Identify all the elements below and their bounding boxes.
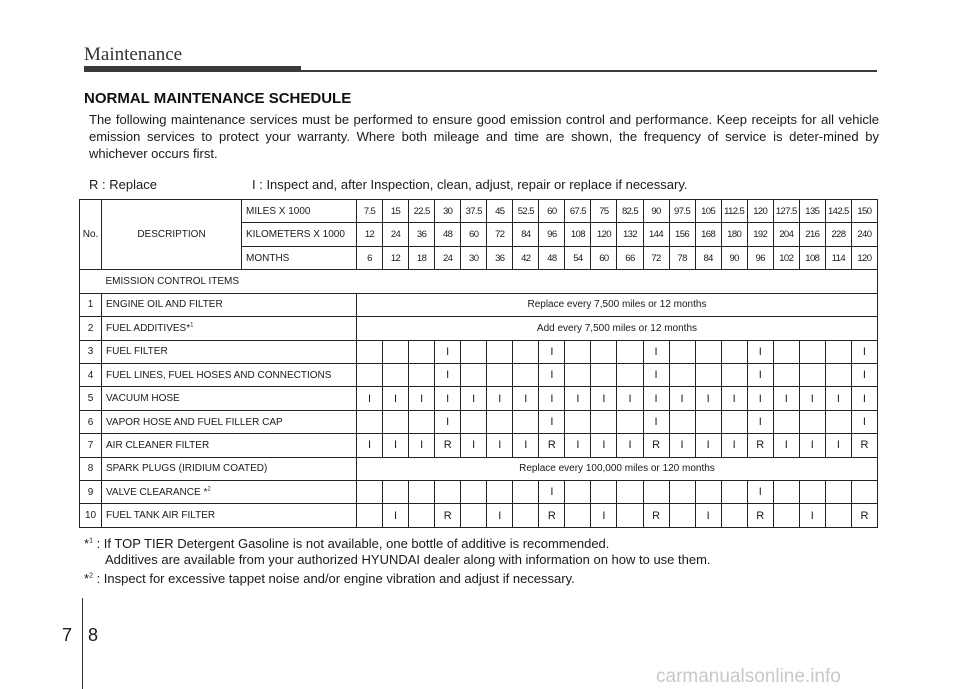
- row-mark: [487, 340, 513, 363]
- schedule-row: [80, 457, 878, 480]
- interval-kilometers-17: 216: [799, 223, 825, 246]
- interval-miles-7: 60: [539, 200, 565, 223]
- row-mark: [825, 504, 851, 528]
- interval-months-19: 120: [851, 246, 877, 269]
- interval-kilometers-14: 180: [721, 223, 747, 246]
- row-mark: [617, 363, 643, 386]
- row-description: [102, 481, 357, 504]
- row-mark: I: [695, 504, 721, 528]
- header-row-miles: [80, 200, 878, 223]
- row-mark: I: [747, 410, 773, 433]
- schedule-row: [80, 481, 878, 504]
- row-mark: I: [825, 387, 851, 410]
- interval-miles-18: 142.5: [825, 200, 851, 223]
- row-description: [102, 457, 357, 480]
- row-mark: I: [695, 387, 721, 410]
- row-mark: I: [851, 363, 877, 386]
- row-mark: I: [799, 387, 825, 410]
- interval-kilometers-10: 132: [617, 223, 643, 246]
- row-mark: I: [539, 363, 565, 386]
- row-mark: I: [799, 434, 825, 457]
- schedule-row: [80, 293, 878, 316]
- row-footnote-ref: 2: [207, 486, 211, 493]
- row-number: 8: [80, 457, 102, 480]
- row-mark: [617, 481, 643, 504]
- footnote-1-line2: Additives are available from your authorized HYUNDAI dealer along with information on how to use them.: [105, 552, 711, 567]
- row-mark: R: [747, 504, 773, 528]
- interval-kilometers-12: 156: [669, 223, 695, 246]
- row-mark: I: [461, 434, 487, 457]
- row-mark: [773, 481, 799, 504]
- row-mark: I: [721, 434, 747, 457]
- intro-paragraph: The following maintenance services must be performed to ensure good emission control and performance. Keep receipts for all vehicle emission services to protect your warranty. Where both mileage and time are shown, the frequency of service is deter-mined by whichever occurs first.: [89, 112, 879, 161]
- row-mark: [721, 363, 747, 386]
- schedule-row: [80, 410, 878, 433]
- row-mark: [851, 481, 877, 504]
- row-description-text: VAPOR HOSE AND FUEL FILLER CAP: [106, 416, 283, 428]
- row-mark: [721, 410, 747, 433]
- row-number: 2: [80, 317, 102, 340]
- interval-kilometers-15: 192: [747, 223, 773, 246]
- row-mark: I: [773, 434, 799, 457]
- row-mark: [461, 504, 487, 528]
- interval-kilometers-7: 96: [539, 223, 565, 246]
- row-mark: [721, 504, 747, 528]
- row-span-note: Add every 7,500 miles or 12 months: [357, 317, 878, 340]
- row-mark: I: [539, 481, 565, 504]
- row-mark: [825, 481, 851, 504]
- row-mark: R: [435, 434, 461, 457]
- row-mark: [799, 340, 825, 363]
- row-description-text: VACUUM HOSE: [106, 393, 180, 405]
- row-mark: [591, 340, 617, 363]
- row-mark: I: [643, 363, 669, 386]
- row-mark: [669, 410, 695, 433]
- footnote-1-marker: *: [84, 536, 90, 551]
- interval-kilometers-6: 84: [513, 223, 539, 246]
- row-mark: I: [591, 387, 617, 410]
- row-mark: I: [643, 410, 669, 433]
- row-mark: [513, 363, 539, 386]
- row-mark: I: [799, 504, 825, 528]
- row-mark: [357, 410, 383, 433]
- row-mark: I: [747, 340, 773, 363]
- schedule-row: [80, 387, 878, 410]
- watermark: carmanualsonline.info: [656, 666, 841, 687]
- interval-kilometers-19: 240: [851, 223, 877, 246]
- row-number: 5: [80, 387, 102, 410]
- interval-miles-17: 135: [799, 200, 825, 223]
- interval-months-10: 66: [617, 246, 643, 269]
- row-mark: [721, 340, 747, 363]
- row-mark: I: [409, 387, 435, 410]
- row-mark: I: [487, 387, 513, 410]
- row-mark: [461, 410, 487, 433]
- row-mark: [435, 481, 461, 504]
- row-mark: [695, 363, 721, 386]
- schedule-row: [80, 317, 878, 340]
- row-description-text: VALVE CLEARANCE *: [106, 486, 208, 498]
- page-number: 8: [88, 625, 99, 645]
- row-footnote-ref: 1: [190, 322, 194, 329]
- row-description-text: ENGINE OIL AND FILTER: [106, 299, 223, 311]
- header-description: DESCRIPTION: [102, 200, 242, 270]
- row-mark: R: [539, 504, 565, 528]
- interval-months-15: 96: [747, 246, 773, 269]
- footnote-1-sup: 1: [89, 537, 93, 545]
- row-mark: R: [435, 504, 461, 528]
- row-mark: I: [357, 387, 383, 410]
- footnote-2-sup: 2: [89, 572, 93, 580]
- row-mark: [799, 363, 825, 386]
- row-mark: [357, 481, 383, 504]
- row-mark: [357, 504, 383, 528]
- row-mark: I: [487, 504, 513, 528]
- page-number-divider: [82, 598, 83, 689]
- interval-miles-6: 52.5: [513, 200, 539, 223]
- row-mark: I: [539, 340, 565, 363]
- row-mark: I: [851, 410, 877, 433]
- interval-months-14: 90: [721, 246, 747, 269]
- interval-miles-13: 105: [695, 200, 721, 223]
- interval-months-1: 12: [383, 246, 409, 269]
- row-mark: [591, 363, 617, 386]
- interval-miles-4: 37.5: [461, 200, 487, 223]
- row-mark: [721, 481, 747, 504]
- interval-months-3: 24: [435, 246, 461, 269]
- interval-months-13: 84: [695, 246, 721, 269]
- row-description-text: FUEL LINES, FUEL HOSES AND CONNECTIONS: [106, 369, 332, 381]
- row-mark: I: [773, 387, 799, 410]
- row-mark: I: [669, 434, 695, 457]
- row-mark: [513, 410, 539, 433]
- schedule-row: [80, 504, 878, 528]
- interval-kilometers-13: 168: [695, 223, 721, 246]
- row-mark: [669, 363, 695, 386]
- header-rule-thick: [84, 66, 301, 72]
- row-mark: [409, 340, 435, 363]
- row-mark: I: [669, 387, 695, 410]
- row-mark: [773, 363, 799, 386]
- row-mark: [357, 363, 383, 386]
- row-mark: [565, 410, 591, 433]
- row-mark: I: [747, 387, 773, 410]
- row-mark: I: [643, 387, 669, 410]
- row-mark: [695, 340, 721, 363]
- row-description: [102, 387, 357, 410]
- interval-label-months: MONTHS: [242, 246, 357, 269]
- row-number: 6: [80, 410, 102, 433]
- row-description: [102, 504, 357, 528]
- group-label: EMISSION CONTROL ITEMS: [102, 270, 878, 293]
- row-mark: [357, 340, 383, 363]
- schedule-row: [80, 363, 878, 386]
- interval-label-kilometers: KILOMETERS X 1000: [242, 223, 357, 246]
- row-description-text: SPARK PLUGS (IRIDIUM COATED): [106, 463, 268, 475]
- interval-months-8: 54: [565, 246, 591, 269]
- row-mark: I: [825, 434, 851, 457]
- schedule-row: [80, 434, 878, 457]
- interval-months-4: 30: [461, 246, 487, 269]
- row-mark: [695, 410, 721, 433]
- row-mark: [825, 410, 851, 433]
- row-description: [102, 317, 357, 340]
- row-mark: [617, 410, 643, 433]
- interval-months-16: 102: [773, 246, 799, 269]
- interval-miles-16: 127.5: [773, 200, 799, 223]
- row-mark: I: [747, 481, 773, 504]
- row-mark: [513, 504, 539, 528]
- interval-miles-15: 120: [747, 200, 773, 223]
- row-mark: I: [539, 387, 565, 410]
- interval-miles-12: 97.5: [669, 200, 695, 223]
- interval-miles-2: 22.5: [409, 200, 435, 223]
- footnote-2: [84, 571, 575, 586]
- row-mark: [461, 340, 487, 363]
- row-description: [102, 434, 357, 457]
- interval-months-11: 72: [643, 246, 669, 269]
- row-mark: I: [851, 340, 877, 363]
- row-mark: [825, 340, 851, 363]
- footnote-2-text: : Inspect for excessive tappet noise and/or engine vibration and adjust if necessary.: [92, 571, 575, 586]
- row-mark: I: [461, 387, 487, 410]
- interval-kilometers-4: 60: [461, 223, 487, 246]
- group-row: [80, 270, 878, 293]
- row-mark: I: [747, 363, 773, 386]
- row-description: [102, 363, 357, 386]
- row-mark: [409, 504, 435, 528]
- row-mark: [565, 504, 591, 528]
- row-description: [102, 293, 357, 316]
- footnote-2-marker: *: [84, 571, 90, 586]
- row-mark: [409, 363, 435, 386]
- row-mark: I: [357, 434, 383, 457]
- footnote-1-line1: : If TOP TIER Detergent Gasoline is not available, one bottle of additive is recommended.: [92, 536, 610, 551]
- row-mark: [617, 504, 643, 528]
- row-mark: R: [643, 434, 669, 457]
- row-mark: I: [435, 410, 461, 433]
- row-description-text: FUEL TANK AIR FILTER: [106, 510, 216, 522]
- interval-kilometers-2: 36: [409, 223, 435, 246]
- row-mark: R: [851, 434, 877, 457]
- row-mark: [487, 410, 513, 433]
- interval-label-miles: MILES X 1000: [242, 200, 357, 223]
- row-number: 4: [80, 363, 102, 386]
- row-mark: [799, 410, 825, 433]
- row-mark: [591, 410, 617, 433]
- row-mark: R: [643, 504, 669, 528]
- row-mark: I: [539, 410, 565, 433]
- header-rule-thin: [301, 70, 877, 72]
- row-number: 9: [80, 481, 102, 504]
- row-mark: I: [383, 387, 409, 410]
- row-description-text: AIR CLEANER FILTER: [106, 439, 210, 451]
- interval-kilometers-9: 120: [591, 223, 617, 246]
- row-mark: [513, 481, 539, 504]
- interval-miles-19: 150: [851, 200, 877, 223]
- interval-months-7: 48: [539, 246, 565, 269]
- schedule-row: [80, 340, 878, 363]
- row-mark: [773, 410, 799, 433]
- interval-miles-10: 82.5: [617, 200, 643, 223]
- row-mark: I: [565, 434, 591, 457]
- row-description-text: FUEL ADDITIVES*: [106, 322, 191, 334]
- row-mark: [383, 363, 409, 386]
- row-mark: I: [435, 363, 461, 386]
- row-mark: I: [383, 434, 409, 457]
- row-mark: [565, 481, 591, 504]
- interval-kilometers-1: 24: [383, 223, 409, 246]
- interval-months-12: 78: [669, 246, 695, 269]
- header-title: Maintenance: [84, 44, 183, 65]
- row-mark: [773, 504, 799, 528]
- group-no-cell: [80, 270, 102, 293]
- row-mark: [565, 363, 591, 386]
- interval-miles-0: 7.5: [357, 200, 383, 223]
- footnote-1: [84, 536, 609, 551]
- interval-months-0: 6: [357, 246, 383, 269]
- interval-miles-1: 15: [383, 200, 409, 223]
- row-mark: R: [747, 434, 773, 457]
- row-mark: I: [513, 434, 539, 457]
- interval-months-2: 18: [409, 246, 435, 269]
- interval-miles-5: 45: [487, 200, 513, 223]
- row-mark: I: [435, 387, 461, 410]
- row-number: 7: [80, 434, 102, 457]
- row-mark: [383, 410, 409, 433]
- row-mark: [617, 340, 643, 363]
- section-title: NORMAL MAINTENANCE SCHEDULE: [84, 90, 352, 107]
- row-mark: [773, 340, 799, 363]
- row-mark: [487, 481, 513, 504]
- row-mark: I: [383, 504, 409, 528]
- row-mark: I: [591, 504, 617, 528]
- row-mark: [461, 363, 487, 386]
- interval-miles-14: 112.5: [721, 200, 747, 223]
- row-mark: [591, 481, 617, 504]
- interval-kilometers-16: 204: [773, 223, 799, 246]
- interval-kilometers-11: 144: [643, 223, 669, 246]
- row-mark: I: [695, 434, 721, 457]
- row-mark: I: [487, 434, 513, 457]
- interval-kilometers-18: 228: [825, 223, 851, 246]
- row-mark: I: [435, 340, 461, 363]
- row-mark: [669, 481, 695, 504]
- row-mark: R: [851, 504, 877, 528]
- row-mark: [643, 481, 669, 504]
- row-mark: [669, 340, 695, 363]
- row-mark: [513, 340, 539, 363]
- page-chapter: 7: [62, 625, 73, 645]
- interval-kilometers-3: 48: [435, 223, 461, 246]
- row-mark: [461, 481, 487, 504]
- row-description-text: FUEL FILTER: [106, 346, 168, 358]
- row-number: 10: [80, 504, 102, 528]
- row-mark: [409, 410, 435, 433]
- row-number: 1: [80, 293, 102, 316]
- row-mark: I: [721, 387, 747, 410]
- row-mark: [799, 481, 825, 504]
- row-mark: [825, 363, 851, 386]
- row-mark: [383, 340, 409, 363]
- interval-kilometers-5: 72: [487, 223, 513, 246]
- row-mark: I: [409, 434, 435, 457]
- interval-miles-8: 67.5: [565, 200, 591, 223]
- row-description: [102, 340, 357, 363]
- interval-months-5: 36: [487, 246, 513, 269]
- interval-kilometers-0: 12: [357, 223, 383, 246]
- row-mark: [487, 363, 513, 386]
- row-mark: I: [565, 387, 591, 410]
- row-mark: [565, 340, 591, 363]
- row-mark: I: [851, 387, 877, 410]
- interval-months-17: 108: [799, 246, 825, 269]
- interval-months-18: 114: [825, 246, 851, 269]
- interval-months-6: 42: [513, 246, 539, 269]
- row-mark: I: [643, 340, 669, 363]
- row-mark: I: [591, 434, 617, 457]
- interval-kilometers-8: 108: [565, 223, 591, 246]
- legend-replace: R : Replace: [89, 177, 157, 192]
- row-mark: [409, 481, 435, 504]
- interval-miles-3: 30: [435, 200, 461, 223]
- row-description: [102, 410, 357, 433]
- interval-months-9: 60: [591, 246, 617, 269]
- row-mark: I: [617, 387, 643, 410]
- maintenance-schedule-table: [79, 199, 878, 528]
- legend-inspect: I : Inspect and, after Inspection, clean, adjust, repair or replace if necessary.: [252, 177, 688, 192]
- interval-miles-11: 90: [643, 200, 669, 223]
- row-mark: [695, 481, 721, 504]
- header-no: No.: [80, 200, 102, 270]
- row-mark: [383, 481, 409, 504]
- row-span-note: Replace every 100,000 miles or 120 months: [357, 457, 878, 480]
- row-mark: R: [539, 434, 565, 457]
- row-mark: I: [617, 434, 643, 457]
- row-span-note: Replace every 7,500 miles or 12 months: [357, 293, 878, 316]
- row-number: 3: [80, 340, 102, 363]
- interval-miles-9: 75: [591, 200, 617, 223]
- row-mark: I: [513, 387, 539, 410]
- row-mark: [669, 504, 695, 528]
